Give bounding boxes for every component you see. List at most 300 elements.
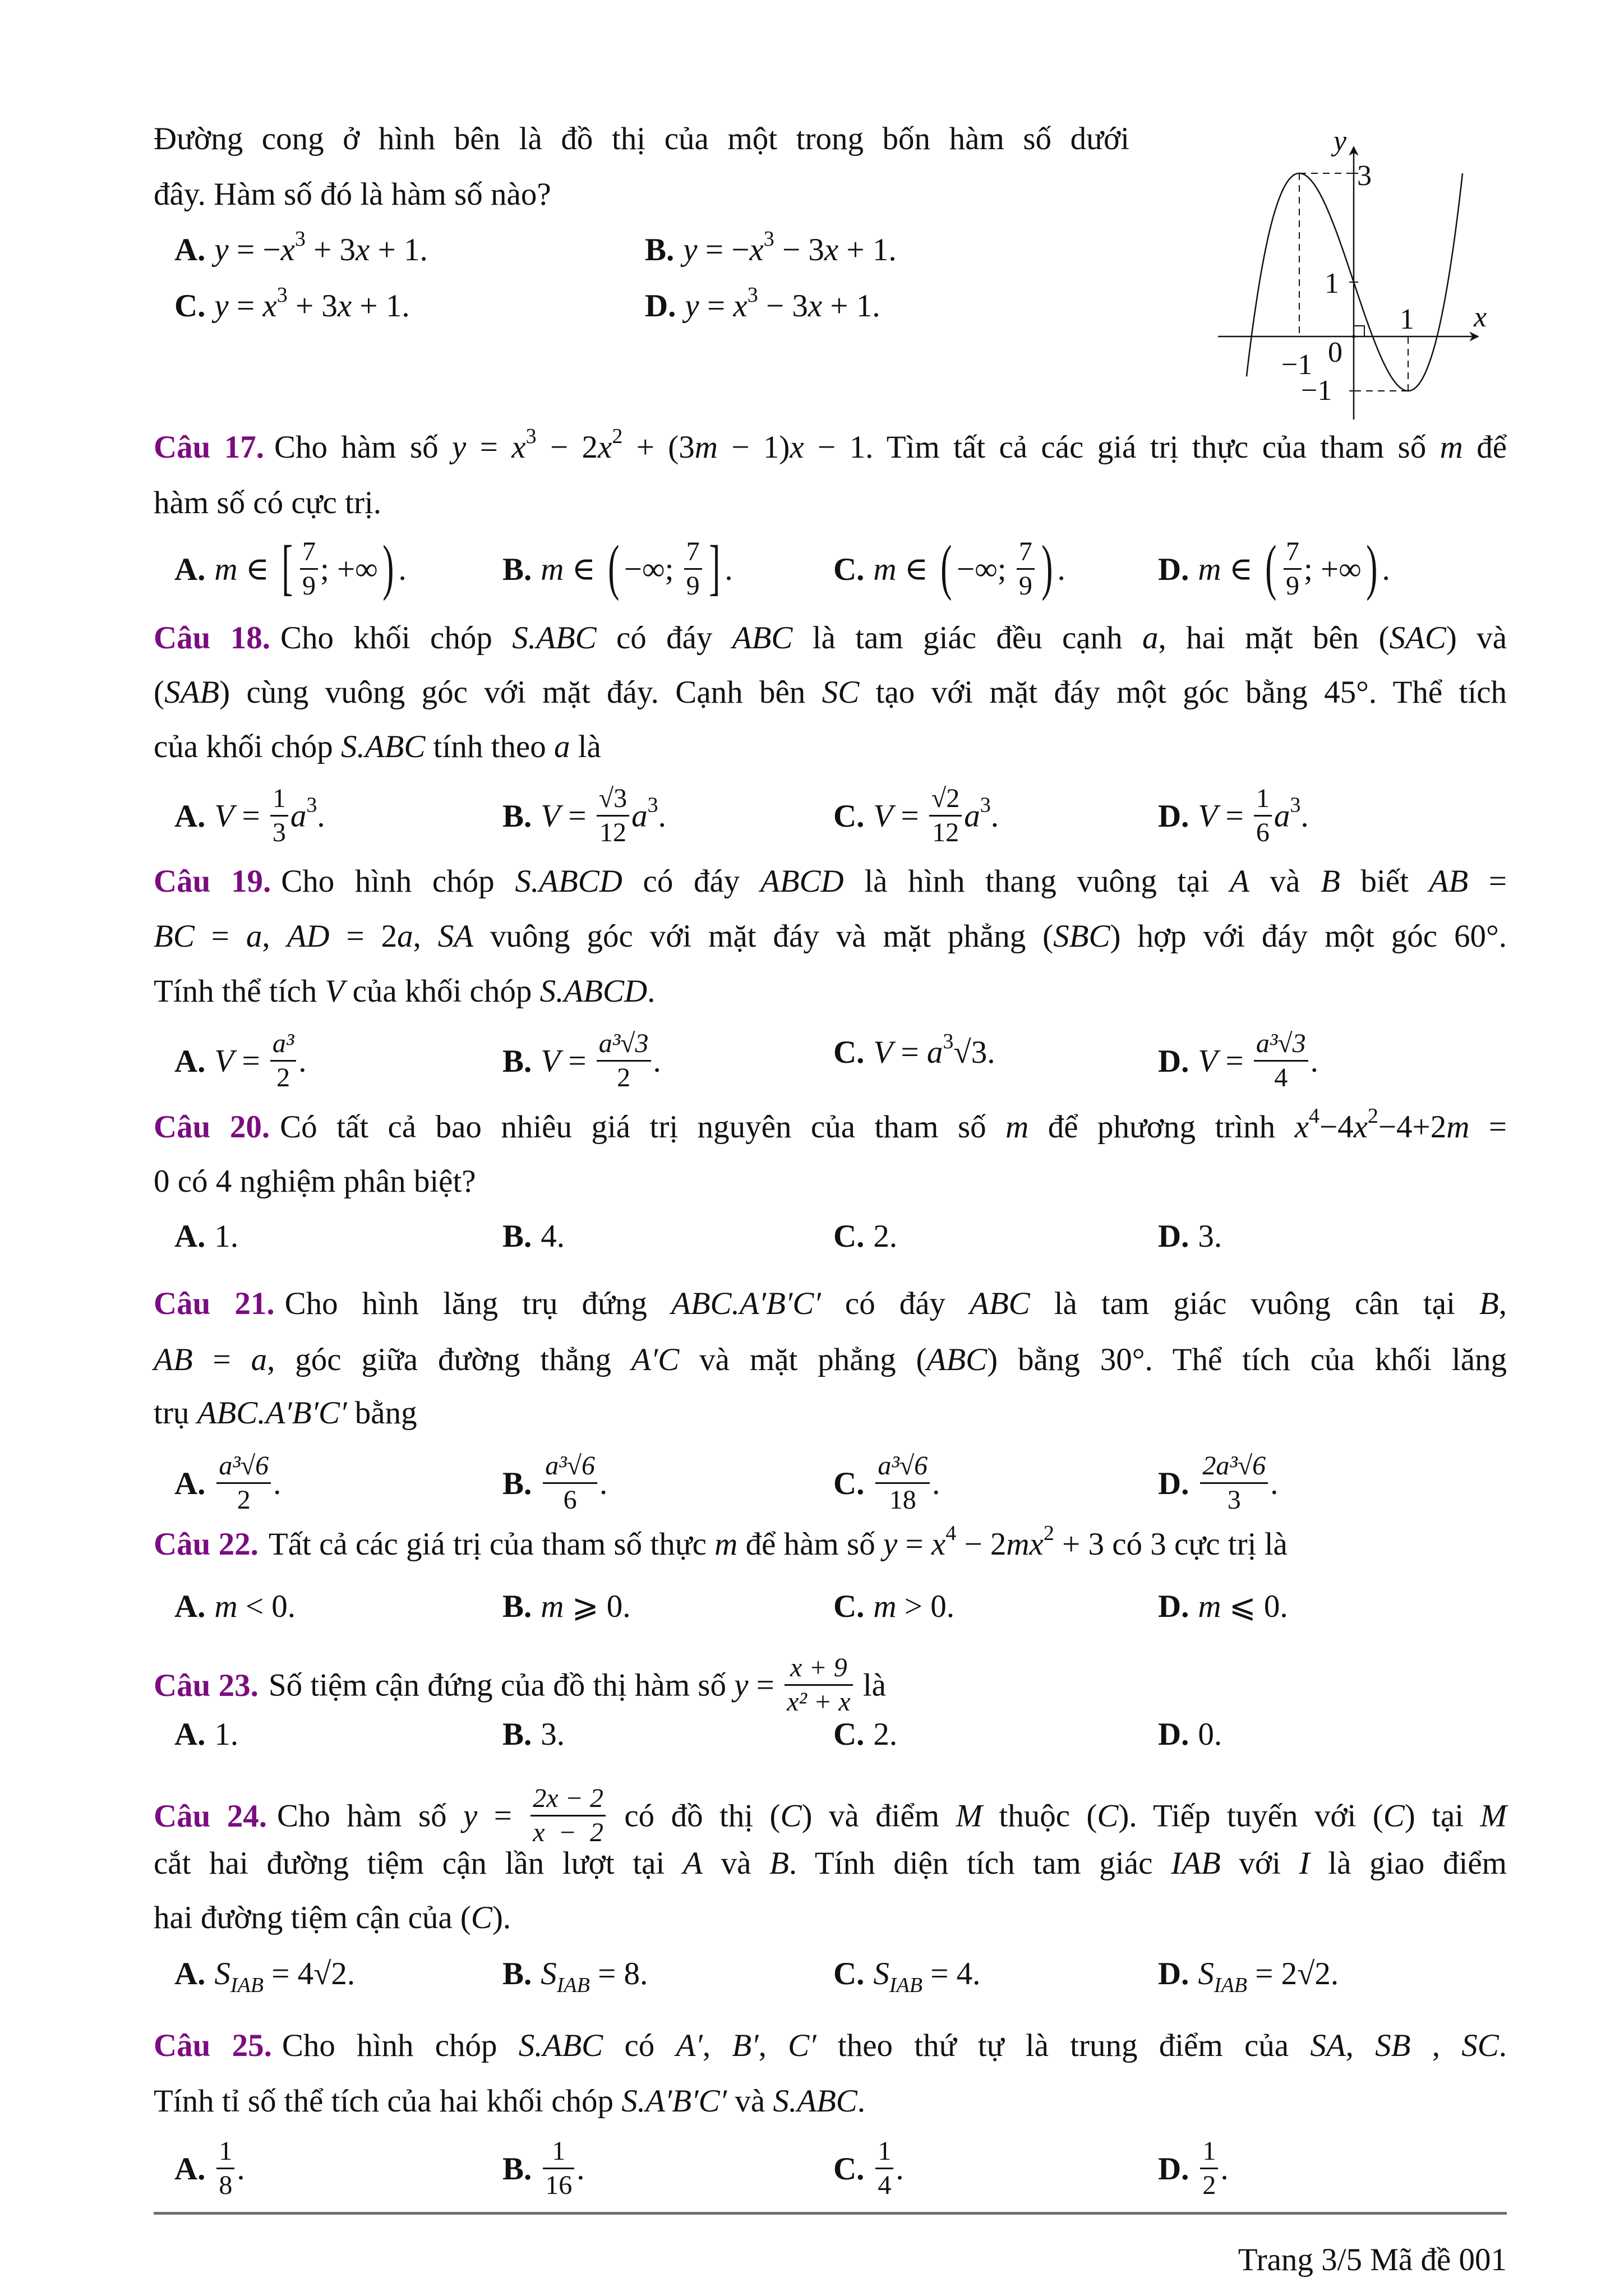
text-run: = [234,798,268,834]
fraction [300,538,318,600]
option-letter: B. [502,1956,532,1991]
text-run: , [702,2028,732,2063]
answer-option [1158,783,1309,847]
math-variable: ABCD [760,864,844,899]
x-axis-label: x [1474,301,1487,333]
text-line [154,1898,1507,1938]
answer-option [174,783,325,847]
text-run: , [1498,1286,1507,1321]
option-letter: B. [645,232,675,268]
option-letter: D. [1158,1717,1189,1752]
footer-rule [154,2212,1507,2215]
math-variable: x [280,232,295,268]
math-variable: A [1230,864,1249,899]
math-variable: x [749,232,764,268]
text-run: ( [154,675,164,710]
text-run: ; +∞ [1303,551,1362,587]
fraction [216,2137,234,2200]
math-variable: m [541,551,564,587]
fraction-denominator: x − 2 [533,1818,603,1847]
superscript: 4 [1308,1104,1320,1128]
text-run: tính theo [425,729,554,764]
answer-option [1158,1954,1339,1997]
text-run: . [576,2151,585,2187]
math-variable: x [790,430,804,465]
text-run: √3. [953,1035,995,1070]
fraction-denominator: 12 [932,818,959,847]
math-variable: V [325,974,345,1009]
fraction [929,785,962,847]
answer-option [1158,1029,1318,1092]
text-run: . [653,1043,661,1079]
math-variable: S.ABC [518,2028,603,2063]
text-run: > 0. [896,1589,954,1624]
option-letter: C. [833,1956,865,1991]
option-letter: D. [1158,1956,1189,1991]
math-variable: V [1198,798,1218,834]
option-letter: B. [502,798,532,834]
text-line [154,1394,1507,1433]
math-variable: x [931,1527,946,1562]
text-run: − 3 [774,232,824,268]
math-variable: V [214,798,234,834]
text-run: . [1310,1043,1318,1079]
text-run: Tính thể tích [154,974,325,1009]
text-run: + 3 [305,232,356,268]
text-run: đây. Hàm số đó là hàm số nào? [154,177,551,212]
text-run: ) hợp với đáy một góc 60°. [1110,919,1507,954]
text-run: . [1498,2028,1507,2063]
math-variable: V [873,798,893,834]
text-run: ⩽ 0. [1221,1589,1288,1624]
text-run: = [228,288,263,324]
text-run: , [1410,2028,1462,2063]
option-letter: C. [174,288,206,324]
text-run: = 2√2. [1247,1956,1339,1991]
option-letter: A. [174,1717,206,1752]
text-run: . [237,2151,245,2187]
math-variable: A [683,1846,703,1881]
math-variable: S.ABC [340,729,426,764]
math-variable: A′ [676,2028,703,2063]
fraction [270,785,288,847]
math-variable: a [246,919,262,954]
option-letter: B. [502,1043,532,1079]
text-run: − 1) [717,430,790,465]
text-line [154,917,1507,956]
math-variable: B [769,1846,789,1881]
math-variable: SAC [1389,620,1446,656]
fraction-denominator: 6 [563,1485,577,1515]
answer-option [1158,1715,1222,1754]
text-run: + 3 [287,288,338,324]
answer-option [502,1451,608,1515]
option-letter: A. [174,1465,206,1501]
question-number: Câu 19. [154,864,271,899]
superscript: 3 [306,793,317,817]
text-run: − 2 [536,430,598,465]
answer-option [833,783,999,847]
fraction-denominator: 2 [237,1485,251,1515]
fraction-numerator: 7 [300,538,318,570]
text-run: vuông góc với mặt đáy và mặt phẳng ( [473,919,1054,954]
superscript: 3 [747,283,758,307]
text-run: = [1217,1043,1252,1079]
fraction [597,785,629,847]
text-run: . [599,1465,608,1501]
option-letter: C. [833,798,865,834]
text-run: , [758,2028,788,2063]
fraction-denominator: 4 [1274,1063,1288,1092]
answer-option [833,1587,954,1626]
option-letter: D. [1158,1465,1189,1501]
option-letter: D. [1158,1043,1189,1079]
math-variable: m [1440,430,1463,465]
text-run: . [857,2083,866,2119]
fraction-denominator: 9 [1018,571,1032,601]
answer-option [502,1715,565,1754]
fraction-numerator: 1 [543,2137,574,2169]
text-run: = − [697,232,750,268]
text-run: Có tất cả bao nhiêu giá trị nguyên của tham số [280,1109,1006,1145]
fraction-denominator: 9 [1285,571,1299,601]
text-run: 3. [1198,1219,1222,1254]
text-run: và [702,1846,770,1881]
math-variable: SC [1461,2028,1499,2063]
math-variable: V [541,798,561,834]
fraction-denominator: 8 [219,2170,233,2200]
math-variable: y [214,288,229,324]
text-line [154,1653,1507,1717]
text-run: . [932,1465,940,1501]
text-run: Cho hàm số [274,430,453,465]
math-variable: m [873,551,897,587]
text-run: là [570,729,601,764]
text-run: = 4√2. [264,1956,356,1991]
question-number: Câu 24. [154,1798,267,1834]
text-run: 3. [541,1717,565,1752]
math-variable: S [541,1956,557,1991]
math-variable: B [1479,1286,1499,1321]
fraction-denominator: x² + x [787,1687,851,1717]
math-variable: x [511,430,526,465]
text-run: = [466,430,512,465]
fraction [1284,538,1302,600]
text-run: tạo với mặt đáy một góc bằng 45°. Thể tích [859,675,1507,710]
answer-option [174,2136,245,2200]
answer-option [174,1217,238,1256]
answer-option [833,1030,995,1072]
text-run: . [725,551,733,587]
math-variable: SC [822,675,860,710]
text-run: có đáy [622,864,760,899]
question-number: Câu 17. [154,430,265,465]
superscript: 3 [525,425,537,448]
math-variable: AB [1429,864,1469,899]
text-run: . [990,798,999,834]
text-run: và [727,2083,773,2119]
text-run: ) và điểm [801,1798,956,1834]
text-run: = 8. [589,1956,648,1991]
math-variable: ABC.A′B′C′ [197,1395,347,1431]
text-line [154,1340,1507,1380]
option-letter: D. [1158,798,1189,834]
tick-label-x-neg1: −1 [1281,349,1313,381]
text-run: + 1. [822,288,880,324]
math-variable: m [694,430,718,465]
option-letter: B. [502,1219,532,1254]
fraction-denominator: 2 [276,1063,290,1092]
math-variable: BC [154,919,195,954]
option-letter: C. [833,1465,865,1501]
text-line [154,483,1507,523]
question-number: Câu 25. [154,2028,272,2063]
text-run: Tất cả các giá trị của tham số thực [268,1527,715,1562]
text-run: + 3 có 3 cực trị là [1054,1527,1288,1562]
text-run: và mặt phẳng ( [679,1342,927,1377]
fraction-denominator: 6 [1256,818,1270,847]
text-run: ) và [1446,620,1507,656]
math-variable: S.ABCD [515,864,622,899]
text-run: + (3 [622,430,695,465]
superscript: 3 [1290,793,1301,817]
text-line [154,1783,1507,1847]
tick-label-x-1: 1 [1400,303,1414,335]
text-line [154,619,1507,658]
option-letter: B. [502,1589,532,1624]
question-number: Câu 20. [154,1109,270,1145]
fraction [270,1030,296,1092]
text-run: −4 [1319,1109,1354,1145]
math-variable: B′ [732,2028,759,2063]
text-run: = [699,288,733,324]
option-letter: A. [174,1589,206,1624]
text-run: Số tiệm cận đứng của đồ thị hàm số [268,1667,735,1703]
fraction [1017,538,1035,600]
answer-option [174,1715,238,1754]
text-run: là [855,1667,886,1703]
text-run: = [192,1342,251,1377]
option-letter: B. [502,1717,532,1752]
fraction [543,2137,574,2200]
superscript: 2 [612,425,623,448]
math-variable: A′C [631,1342,680,1377]
math-variable: ABC.A′B′C′ [671,1286,821,1321]
answer-option: B. m ∈ ( −∞; $\frac{7}{9}$ ] . [502,532,733,601]
text-run: < 0. [237,1589,296,1624]
text-run: − 3 [758,288,808,324]
text-run: −4+2 [1378,1109,1447,1145]
math-variable: a [964,798,980,834]
text-run: 0 có 4 nghiệm phân biệt? [154,1164,476,1199]
option-letter: D. [1158,1219,1189,1254]
text-run: − 1. Tìm tất cả các giá trị thực của tham số [804,430,1440,465]
text-run: + 1. [370,232,428,268]
option-letter: D. [645,288,676,324]
math-variable: a [397,919,413,954]
math-variable: m [873,1589,897,1624]
text-run: + 1. [352,288,410,324]
superscript: 3 [276,283,288,307]
math-variable: V [214,1043,234,1079]
text-run: cắt hai đường tiệm cận lần lượt tại [154,1846,684,1881]
answer-option [1158,1587,1288,1626]
math-variable: a [926,1035,943,1070]
fraction [1254,1030,1308,1092]
math-variable: m [214,551,238,587]
text-run: , [262,919,287,954]
text-run: ) cùng vuông góc với mặt đáy. Cạnh bên [219,675,822,710]
math-variable: m [1005,1109,1029,1145]
math-variable: ABC [926,1342,988,1377]
math-variable: x [1353,1109,1368,1145]
text-run: + 1. [838,232,897,268]
text-run: , [413,919,438,954]
text-run: . [398,551,407,587]
fraction-numerator: a³√6 [543,1452,597,1484]
text-run: của khối chóp [154,729,341,764]
text-run: = − [228,232,281,268]
option-letter: A. [174,1043,206,1079]
math-variable: x [733,288,748,324]
math-variable: S.A′B′C′ [621,2083,727,2119]
math-variable: SAB [164,675,220,710]
cubic-function-graph [1206,129,1508,426]
text-run: là giao điểm [1309,1846,1507,1881]
answer-option [502,783,666,847]
text-run: = [748,1667,783,1703]
option-letter: B. [502,1465,532,1501]
text-line [154,1284,1507,1324]
text-run: . [1382,551,1390,587]
option-letter: D. [1158,1589,1189,1624]
text-run: trụ [154,1395,197,1431]
math-variable: M [956,1798,982,1834]
answer-option [502,1587,630,1626]
text-run: để phương trình [1028,1109,1295,1145]
text-run: = [1469,1109,1507,1145]
text-run: ) bằng 30°. Thể tích của khối lăng [987,1342,1507,1377]
answer-option [502,2136,585,2200]
option-letter: A. [174,232,206,268]
text-run: có [603,2028,676,2063]
text-run: = [893,798,927,834]
math-variable: V [1198,1043,1218,1079]
text-run: Cho hàm số [277,1798,464,1834]
tick-label-y-1: 1 [1325,268,1339,299]
math-variable: S [873,1956,889,1991]
text-run: = [560,1043,594,1079]
text-run: , [1345,2028,1376,2063]
text-run: có đáy [596,620,732,656]
answer-option [174,1587,296,1626]
answer-option: A. m ∈ [ $\frac{7}{9}$ ; +∞) . [174,532,407,601]
math-variable: y [883,1527,898,1562]
answer-option: D. m ∈ ( $\frac{7}{9}$ ; +∞) . [1158,532,1390,601]
math-variable: AD [287,919,330,954]
math-variable: y [685,288,699,324]
fraction-numerator: a³√3 [1254,1030,1308,1062]
text-run: , hai mặt bên ( [1158,620,1390,656]
text-run: và [1249,864,1321,899]
answer-option [1158,1217,1222,1256]
option-letter: B. [502,551,532,587]
math-variable: x [598,430,612,465]
answer-option [833,1217,897,1256]
answer-option [1158,2136,1229,2200]
text-run: = [1217,798,1252,834]
fraction-numerator: 1 [270,785,288,817]
superscript: 3 [980,793,991,817]
text-run: . [647,974,656,1009]
fraction-numerator: x + 9 [785,1654,852,1686]
math-variable: a [290,798,307,834]
fraction [875,2137,893,2200]
text-run: hai đường tiệm cận của ( [154,1900,471,1935]
fraction [1254,785,1272,847]
option-letter: A. [174,1956,206,1991]
option-letter: D. [1158,2151,1189,2187]
math-variable: x [356,232,370,268]
option-letter: C. [833,1589,865,1624]
text-run: ). Tiếp tuyến với ( [1118,1798,1383,1834]
text-run: = [1468,864,1507,899]
text-line [154,2082,1507,2121]
answer-option [174,283,410,326]
text-line [154,972,1507,1011]
text-run: Cho hình chóp [282,2028,519,2063]
fraction-numerator: √2 [929,785,962,817]
math-variable: m [714,1527,738,1562]
math-variable: ABC [732,620,793,656]
question-number: Câu 22. [154,1527,259,1562]
text-run: = [897,1527,931,1562]
text-run: = [234,1043,268,1079]
answer-option [833,1451,940,1515]
text-run: 1. [214,1219,239,1254]
math-variable: ABC [970,1286,1030,1321]
fraction-denominator: 18 [889,1485,916,1515]
math-variable: S.ABCD [539,974,648,1009]
text-run: −∞; [624,551,682,587]
option-letter: A. [174,2151,206,2187]
superscript: 3 [943,1030,954,1053]
text-run: . [273,1465,282,1501]
page-footer: Trang 3/5 Mã đề 001 [1238,2242,1507,2277]
text-run: = [560,798,594,834]
superscript: 3 [763,227,774,251]
text-run: Cho khối chóp [280,620,513,656]
math-variable: y [734,1667,749,1703]
text-run: Tính tỉ số thể tích của hai khối chóp [154,2083,622,2119]
text-run: 0. [1198,1717,1222,1752]
fraction-numerator: a³√6 [875,1452,930,1484]
math-variable: C [1383,1798,1405,1834]
fraction-numerator: a³ [270,1030,296,1062]
fraction-numerator: 1 [875,2137,893,2169]
text-line [154,2026,1507,2066]
math-variable: a [1274,798,1290,834]
math-variable: IAB [1171,1846,1221,1881]
text-run: Cho hình lăng trụ đứng [284,1286,671,1321]
math-variable: a [251,1342,267,1377]
answer-option [174,1954,356,1997]
math-variable: S [214,1956,230,1991]
fraction [597,1030,651,1092]
math-variable: SA [1310,2028,1346,2063]
text-run: Đường cong ở hình bên là đồ thị của một trong bốn hàm số dưới [154,121,1129,156]
answer-option [174,1029,307,1092]
